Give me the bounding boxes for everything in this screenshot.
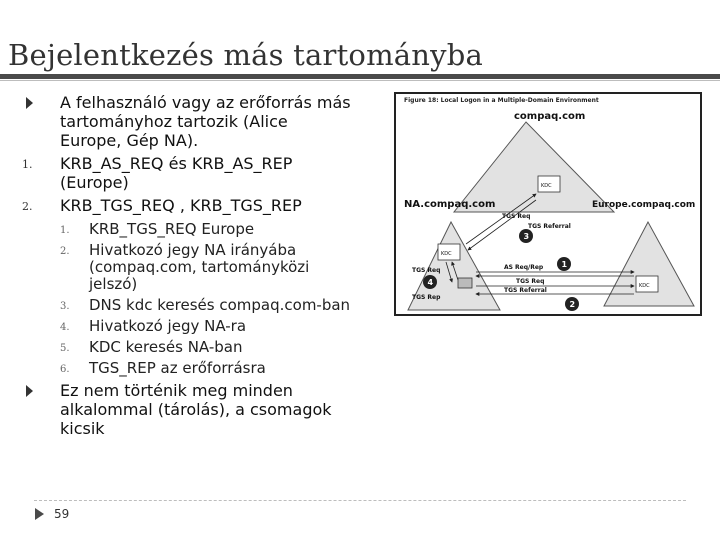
title-divider-thin	[0, 80, 720, 81]
step-badge-1-label: 1	[561, 260, 568, 269]
sub-list-marker: 4.	[60, 322, 70, 333]
as-req-rep-label: AS Req/Rep	[504, 264, 544, 271]
sub-list-item	[60, 318, 352, 335]
sub-list-text: Hivatkozó jegy NA-ra	[89, 317, 247, 335]
list-item-marker: 2.	[22, 200, 33, 213]
europe-domain-triangle	[604, 222, 694, 306]
list-item	[22, 196, 352, 215]
sub-list-text: Hivatkozó jegy NA irányába (compaq.com, tartományközi jelszó)	[89, 241, 310, 293]
tgs-rep-left-label: TGS Rep	[412, 294, 441, 301]
sub-list-marker: 3.	[60, 301, 70, 312]
tgs-req-mid-label: TGS Req	[516, 278, 545, 285]
tgs-referral-bottom-label: TGS Referral	[504, 287, 547, 294]
list-item	[22, 154, 352, 192]
sub-list-text: TGS_REP az erőforrásra	[89, 359, 266, 377]
list-item-text: Ez nem történik meg minden alkalommal (tárolás), a csomagok kicsik	[60, 381, 332, 438]
bullet-list	[22, 93, 352, 438]
page-number: 59	[54, 507, 70, 521]
europe-domain-label: Europe.compaq.com	[592, 200, 696, 210]
step-badge-4-label: 4	[427, 278, 434, 287]
list-item	[22, 93, 352, 150]
footer-divider	[34, 500, 686, 501]
tgs-req-left-label: TGS Req	[412, 267, 441, 274]
diagram-canvas	[396, 94, 700, 314]
sub-list-item	[60, 242, 352, 293]
step-badge-3-label: 3	[523, 232, 530, 241]
sub-list-text: DNS kdc keresés compaq.com-ban	[89, 296, 351, 314]
sub-list-item	[60, 297, 352, 314]
sub-list-item	[60, 221, 352, 238]
computer-icon	[458, 278, 472, 288]
list-item-text: A felhasználó vagy az erőforrás más tartományhoz tartozik (Alice Europe, Gép NA).	[60, 93, 351, 150]
sub-list-marker: 2.	[60, 246, 70, 257]
list-item	[22, 381, 352, 438]
kdc-na-label: KDC	[441, 251, 452, 257]
triangle-bullet-icon	[26, 97, 33, 109]
sub-list-item	[60, 339, 352, 356]
sub-list	[22, 221, 352, 377]
figure-caption: Figure 18: Local Logon in a Multiple-Domain Environment	[404, 97, 599, 104]
tgs-referral-top-label: TGS Referral	[528, 223, 571, 230]
root-domain-label: compaq.com	[514, 111, 586, 122]
list-item-text: KRB_TGS_REQ , KRB_TGS_REP	[60, 196, 302, 215]
slide-title: Bejelentkezés más tartományba	[8, 38, 483, 72]
sub-list-marker: 1.	[60, 225, 70, 236]
page-arrow-icon	[35, 508, 44, 520]
triangle-bullet-icon	[26, 385, 33, 397]
step-badge-2-label: 2	[569, 300, 576, 309]
list-item-marker: 1.	[22, 158, 33, 171]
sub-list-text: KRB_TGS_REQ Europe	[89, 220, 255, 238]
title-divider	[0, 74, 720, 79]
kdc-root-label: KDC	[541, 183, 552, 189]
list-item-text: KRB_AS_REQ és KRB_AS_REP (Europe)	[60, 154, 293, 192]
sub-list-text: KDC keresés NA-ban	[89, 338, 243, 356]
sub-list-item	[60, 360, 352, 377]
sub-list-marker: 6.	[60, 364, 70, 375]
kdc-europe-label: KDC	[639, 283, 650, 289]
na-domain-label: NA.compaq.com	[404, 199, 496, 210]
kerberos-diagram	[394, 92, 702, 316]
sub-list-marker: 5.	[60, 343, 70, 354]
tgs-req-top-label: TGS Req	[502, 213, 531, 220]
